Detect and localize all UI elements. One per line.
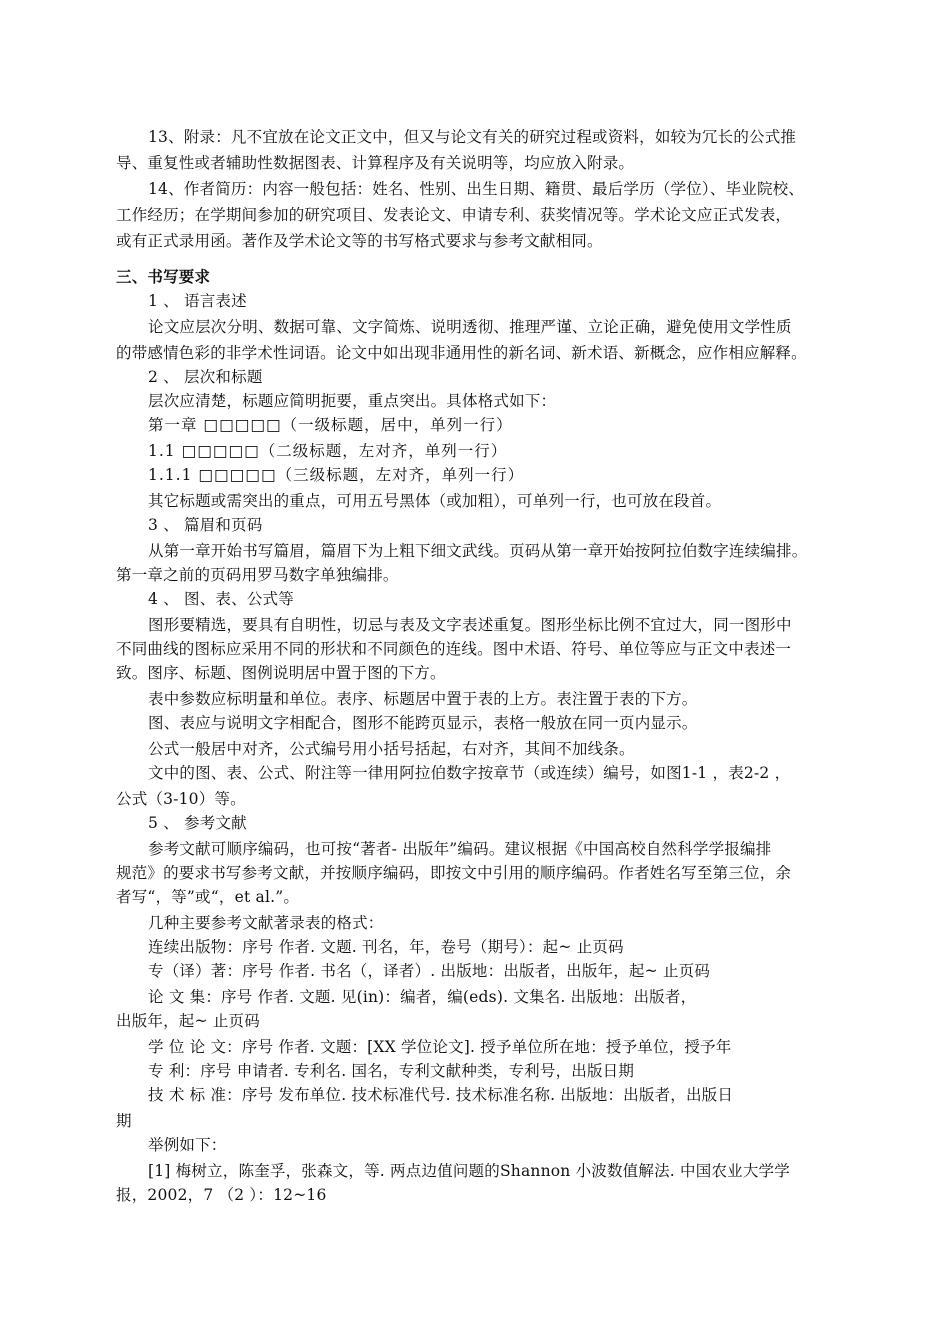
paragraph-line: 报，2002，7 （2 ）：12~16 — [116, 1186, 327, 1204]
paragraph-line: 举例如下： — [148, 1136, 227, 1154]
reference-format-patent: 专 利：序号 申请者. 专利名. 国名，专利文献种类，专利号，出版日期 — [148, 1062, 635, 1080]
paragraph-line: 参考文献可顺序编码，也可按“著者- 出版年”编码。建议根据《中国高校自然科学学报编排 — [148, 840, 772, 858]
paragraph-line: 致。图序、标题、图例说明居中置于图的下方。 — [116, 664, 446, 682]
paragraph-line: 其它标题或需突出的重点，可用五号黑体（或加粗），可单列一行，也可放在段首。 — [148, 492, 722, 510]
subsection-heading: 3 、 篇眉和页码 — [148, 516, 263, 534]
paragraph-line: 者写“，等”或“，et al.”。 — [116, 888, 300, 906]
reference-format-periodical: 连续出版物：序号 作者. 文题. 刊名，年，卷号（期号）：起~ 止页码 — [148, 938, 624, 956]
paragraph-line: 文中的图、表、公式、附注等一律用阿拉伯数字按章节（或连续）编号，如图1-1 ，表2-2 ， — [148, 764, 791, 782]
paragraph-line: 图形要精选，要具有自明性，切忌与表及文字表述重复。图形坐标比例不宜过大，同一图形中 — [148, 616, 792, 634]
paragraph-line: 14、作者简历：内容一般包括：姓名、性别、出生日期、籍贯、最后学历（学位）、毕业院校、 — [148, 180, 805, 198]
reference-format-thesis: 学 位 论 文：序号 作者. 文题：[XX 学位论文]. 授予单位所在地：授予单位，授予年 — [148, 1038, 732, 1056]
paragraph-line: 不同曲线的图标应采用不同的形状和不同颜色的连线。图中术语、符号、单位等应与正文中表述一 — [116, 640, 792, 658]
reference-example: [1] 梅树立，陈奎孚，张森文，等. 两点边值问题的Shannon 小波数值解法. 中国农业大学学 — [148, 1162, 790, 1180]
subsection-heading: 2 、 层次和标题 — [148, 368, 263, 386]
paragraph-line: 工作经历；在学期间参加的研究项目、发表论文、申请专利、获奖情况等。学术论文应正式发表， — [116, 206, 792, 224]
reference-format-proceedings: 论 文 集：序号 作者. 文题. 见(in)：编者，编(eds). 文集名. 出版地：出版者， — [148, 988, 697, 1006]
section-heading: 三、书写要求 — [116, 268, 211, 286]
paragraph-line: 层次应清楚，标题应简明扼要，重点突出。具体格式如下： — [148, 392, 557, 410]
paragraph-line: 第一章之前的页码用罗马数字单独编排。 — [116, 566, 399, 584]
heading-format-level1: 第一章 □□□□□（一级标题，居中，单列一行） — [148, 416, 513, 434]
paragraph-line: 从第一章开始书写篇眉，篇眉下为上粗下细文武线。页码从第一章开始按阿拉伯数字连续编排。 — [148, 542, 808, 560]
paragraph-line: 表中参数应标明量和单位。表序、标题居中置于表的上方。表注置于表的下方。 — [148, 690, 698, 708]
paragraph-line: 或有正式录用函。著作及学术论文等的书写格式要求与参考文献相同。 — [116, 232, 603, 250]
paragraph-line: 公式（3-10）等。 — [116, 790, 246, 808]
subsection-heading: 5 、 参考文献 — [148, 814, 247, 832]
heading-format-level3: 1.1.1 □□□□□（三级标题，左对齐，单列一行） — [148, 466, 525, 484]
paragraph-line: 13、附录：凡不宜放在论文正文中，但又与论文有关的研究过程或资料，如较为冗长的公式推 — [148, 128, 797, 146]
reference-format-standard: 技 术 标 准：序号 发布单位. 技术标准代号. 技术标准名称. 出版地：出版者，出版日 — [148, 1086, 734, 1104]
paragraph-line: 图、表应与说明文字相配合，图形不能跨页显示，表格一般放在同一页内显示。 — [148, 714, 698, 732]
paragraph-line: 出版年，起~ 止页码 — [116, 1012, 260, 1030]
paragraph-line: 论文应层次分明、数据可靠、文字简炼、说明透彻、推理严谨、立论正确，避免使用文学性质 — [148, 318, 792, 336]
paragraph-line: 的带感情色彩的非学术性词语。论文中如出现非通用性的新名词、新术语、新概念，应作相应解释。 — [116, 344, 807, 362]
reference-format-book: 专（译）著：序号 作者. 书名（，译者）. 出版地：出版者，出版年，起~ 止页码 — [148, 962, 711, 980]
paragraph-line: 导、重复性或者辅助性数据图表、计算程序及有关说明等，均应放入附录。 — [116, 154, 635, 172]
subsection-heading: 4 、 图、表、公式等 — [148, 590, 294, 608]
heading-format-level2: 1.1 □□□□□（二级标题，左对齐，单列一行） — [148, 442, 508, 460]
subsection-heading: 1 、 语言表述 — [148, 292, 247, 310]
paragraph-line: 期 — [116, 1112, 132, 1130]
paragraph-line: 规范》的要求书写参考文献，并按顺序编码，即按文中引用的顺序编码。作者姓名写至第三位，余 — [116, 864, 792, 882]
paragraph-line: 几种主要参考文献著录表的格式： — [148, 914, 384, 932]
paragraph-line: 公式一般居中对齐，公式编号用小括号括起，右对齐，其间不加线条。 — [148, 740, 635, 758]
